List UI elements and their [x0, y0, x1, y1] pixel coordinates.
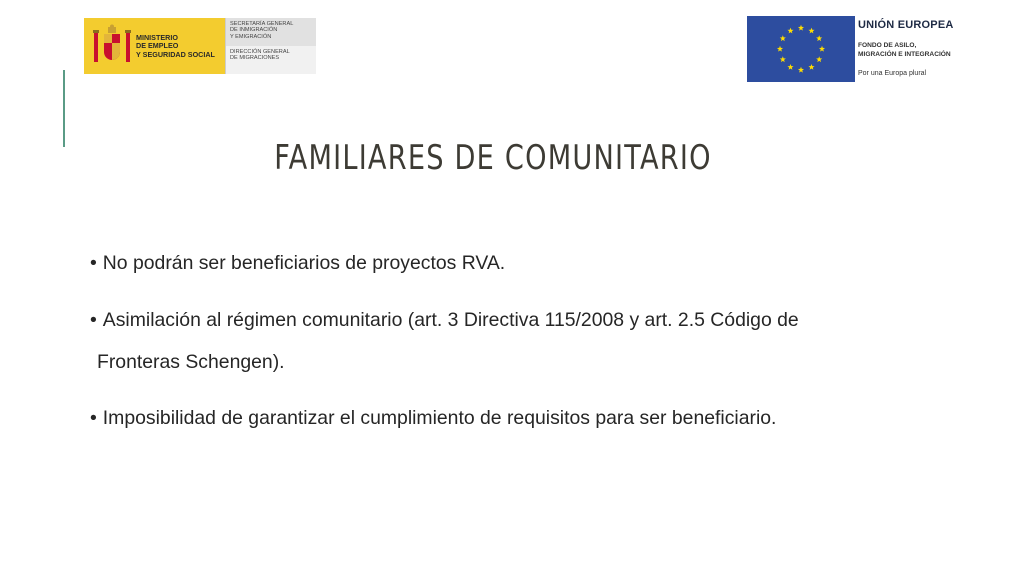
eu-star-icon	[808, 28, 814, 34]
eu-star-icon	[819, 46, 825, 52]
coat-of-arms-icon	[92, 24, 132, 68]
eu-title: UNIÓN EUROPEA	[858, 19, 954, 31]
bullet-text: Asimilación al régimen comunitario (art. 3 Directiva 115/2008 y art. 2.5 Código de	[102, 309, 799, 331]
secretaria-general-text: SECRETARÍA GENERAL DE INMIGRACIÓN Y EMIGRACIÓN	[226, 18, 316, 46]
eu-star-icon	[816, 56, 822, 62]
eu-motto: Por una Europa plural	[858, 70, 927, 77]
ministry-logo	[84, 18, 316, 74]
slide-title: FAMILIARES DE COMUNITARIO	[274, 138, 712, 178]
bullet-item	[90, 407, 776, 430]
eu-star-icon	[787, 28, 793, 34]
eu-logo	[747, 16, 977, 82]
eu-star-icon	[780, 56, 786, 62]
bullet-item	[90, 309, 799, 332]
eu-star-icon	[777, 46, 783, 52]
ministry-emblem-block	[84, 18, 225, 74]
bullet-text: Imposibilidad de garantizar el cumplimiento de requisitos para ser beneficiario.	[102, 407, 777, 429]
eu-star-icon	[780, 35, 786, 41]
direccion-general-text: DIRECCIÓN GENERAL DE MIGRACIONES	[226, 46, 316, 74]
eu-flag-icon	[747, 16, 855, 82]
eu-stars-icon	[747, 16, 855, 82]
eu-star-icon	[798, 25, 804, 31]
eu-star-icon	[787, 64, 793, 70]
bullet-continuation	[97, 351, 285, 374]
eu-star-icon	[816, 35, 822, 41]
ministry-secretariat-block	[225, 18, 316, 74]
eu-star-icon	[798, 67, 804, 73]
bullet-text: Fronteras Schengen).	[97, 351, 285, 373]
bullet-icon: •	[90, 309, 97, 331]
ministry-name: MINISTERIO DE EMPLEO Y SEGURIDAD SOCIAL	[136, 33, 215, 59]
bullet-icon: •	[90, 407, 97, 429]
bullet-icon: •	[90, 252, 97, 274]
bullet-item	[90, 252, 505, 275]
eu-star-icon	[808, 64, 814, 70]
accent-line	[63, 70, 65, 147]
bullet-text: No podrán ser beneficiarios de proyectos RVA.	[102, 252, 506, 274]
eu-fund-name: FONDO DE ASILO, MIGRACIÓN E INTEGRACIÓN	[858, 42, 951, 58]
